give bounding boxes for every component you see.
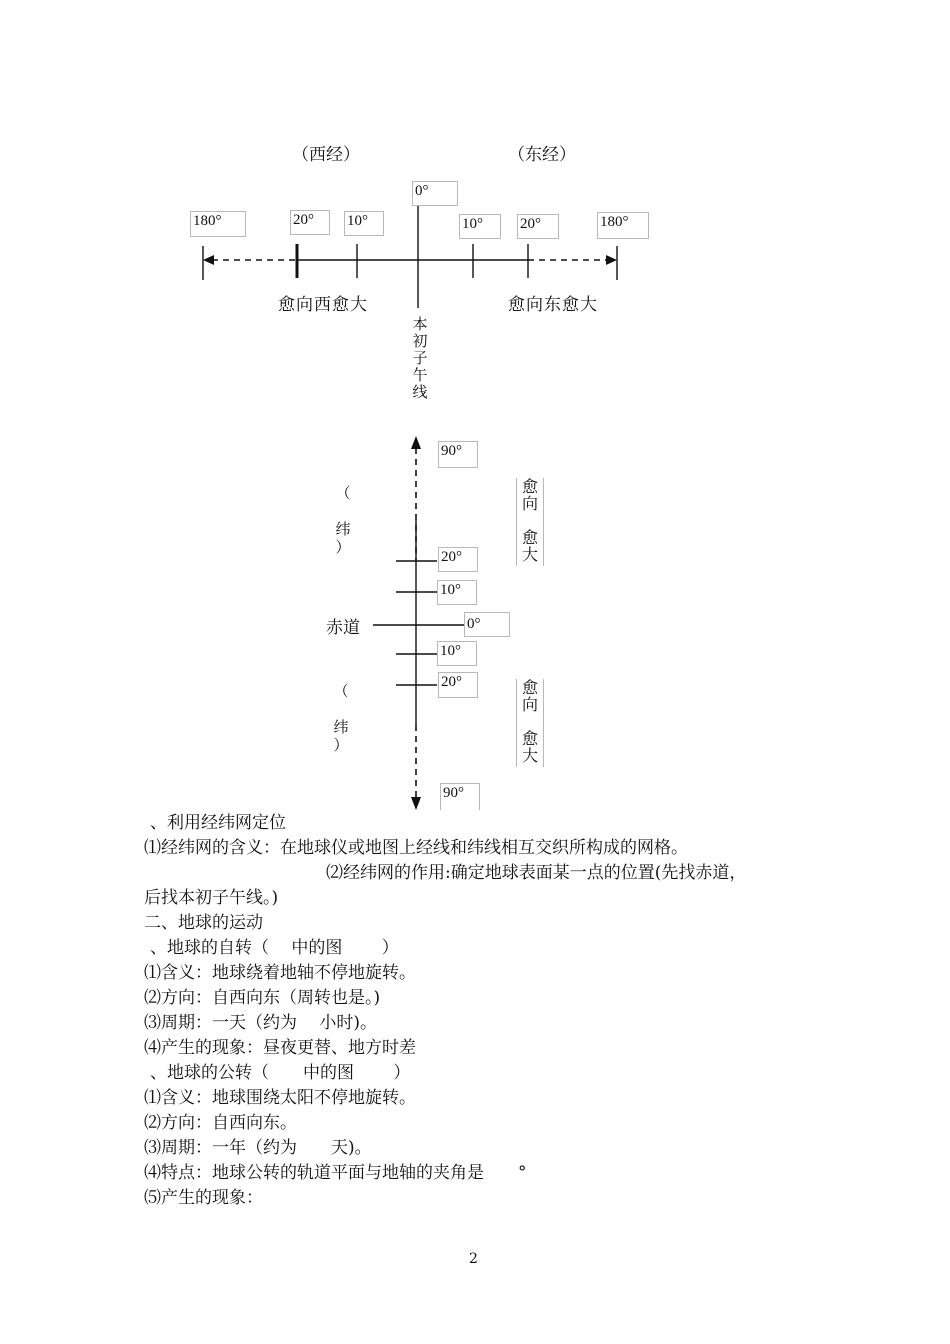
rotation-heading: 、地球的自转（ 中的图 ） — [150, 938, 399, 958]
west-longitude-heading: （西经） — [292, 145, 360, 165]
rotation-definition: ⑴含义：地球绕着地轴不停地旋转。 — [144, 963, 416, 983]
north-increase-note — [516, 478, 544, 566]
label-east-180: 180° — [597, 212, 649, 239]
west-increase-caption: 愈向西愈大 — [278, 295, 368, 315]
label-north-90: 90° — [438, 441, 478, 468]
page-number: 2 — [469, 1251, 478, 1267]
side-char: ） — [333, 736, 349, 754]
label-north-10: 10° — [437, 580, 477, 605]
note-char: 向 — [521, 695, 538, 714]
note-char: 大 — [521, 545, 538, 564]
label-south-20: 20° — [438, 672, 478, 698]
grid-function-line-cont: 后找本初子午线。) — [144, 888, 279, 908]
revolution-heading: 、地球的公转（ 中的图 ） — [150, 1063, 411, 1083]
equator-label: 赤道 — [326, 618, 360, 638]
west-arrow-head — [203, 255, 214, 265]
revolution-period: ⑶周期：一年（约为 天)。 — [144, 1138, 372, 1158]
meridian-char: 初 — [412, 332, 428, 350]
north-arrow-head — [411, 436, 421, 449]
label-north-20: 20° — [438, 547, 478, 572]
east-longitude-heading: （东经） — [508, 145, 576, 165]
section-heading-earth-motion: 二、地球的运动 — [144, 913, 263, 933]
side-char: （ — [333, 682, 349, 700]
label-0-degree: 0° — [412, 181, 458, 206]
rotation-phenomena: ⑷产生的现象：昼夜更替、地方时差 — [144, 1038, 416, 1058]
label-equator-0: 0° — [464, 612, 510, 637]
side-char: 纬 — [335, 520, 351, 538]
meridian-char: 子 — [412, 349, 428, 367]
east-arrow-head — [606, 255, 617, 265]
north-latitude-side — [333, 484, 353, 556]
east-increase-caption: 愈向东愈大 — [508, 295, 598, 315]
revolution-feature: ⑷特点：地球公转的轨道平面与地轴的夹角是 ° — [144, 1163, 527, 1183]
revolution-phenomena: ⑸产生的现象： — [144, 1188, 263, 1208]
side-char: ） — [335, 538, 351, 556]
south-latitude-side — [331, 682, 351, 754]
revolution-definition: ⑴含义：地球围绕太阳不停地旋转。 — [144, 1088, 416, 1108]
label-south-90: 90° — [440, 783, 480, 810]
meridian-char: 本 — [412, 315, 428, 333]
revolution-direction: ⑵方向：自西向东。 — [144, 1113, 297, 1133]
note-char: 愈 — [521, 528, 538, 547]
longitude-axis-svg — [0, 0, 950, 420]
label-south-10: 10° — [437, 641, 477, 666]
note-char: 愈 — [521, 729, 538, 748]
note-char: 大 — [521, 746, 538, 765]
label-east-10: 10° — [459, 214, 501, 239]
rotation-direction: ⑵方向：自西向东（周转也是。) — [144, 988, 381, 1008]
south-arrow-head — [411, 797, 421, 810]
section-heading-grid-positioning: 、利用经纬网定位 — [150, 813, 286, 833]
note-char: 愈 — [521, 477, 538, 496]
meridian-char: 线 — [412, 383, 428, 401]
rotation-period: ⑶周期：一天（约为 小时)。 — [144, 1013, 378, 1033]
label-west-180: 180° — [190, 211, 246, 237]
side-char: （ — [335, 484, 351, 502]
prime-meridian-caption — [410, 316, 430, 401]
grid-definition-line: ⑴经纬网的含义：在地球仪或地图上经线和纬线相互交织所构成的网格。 — [144, 838, 688, 858]
note-char: 愈 — [521, 678, 538, 697]
label-west-10: 10° — [344, 211, 384, 236]
meridian-char: 午 — [412, 366, 428, 384]
grid-function-line: ⑵经纬网的作用:确定地球表面某一点的位置(先找赤道， — [326, 863, 747, 883]
side-char: 纬 — [333, 718, 349, 736]
label-east-20: 20° — [517, 214, 559, 239]
note-char: 向 — [521, 494, 538, 513]
south-increase-note — [516, 679, 544, 767]
label-west-20: 20° — [290, 210, 330, 235]
